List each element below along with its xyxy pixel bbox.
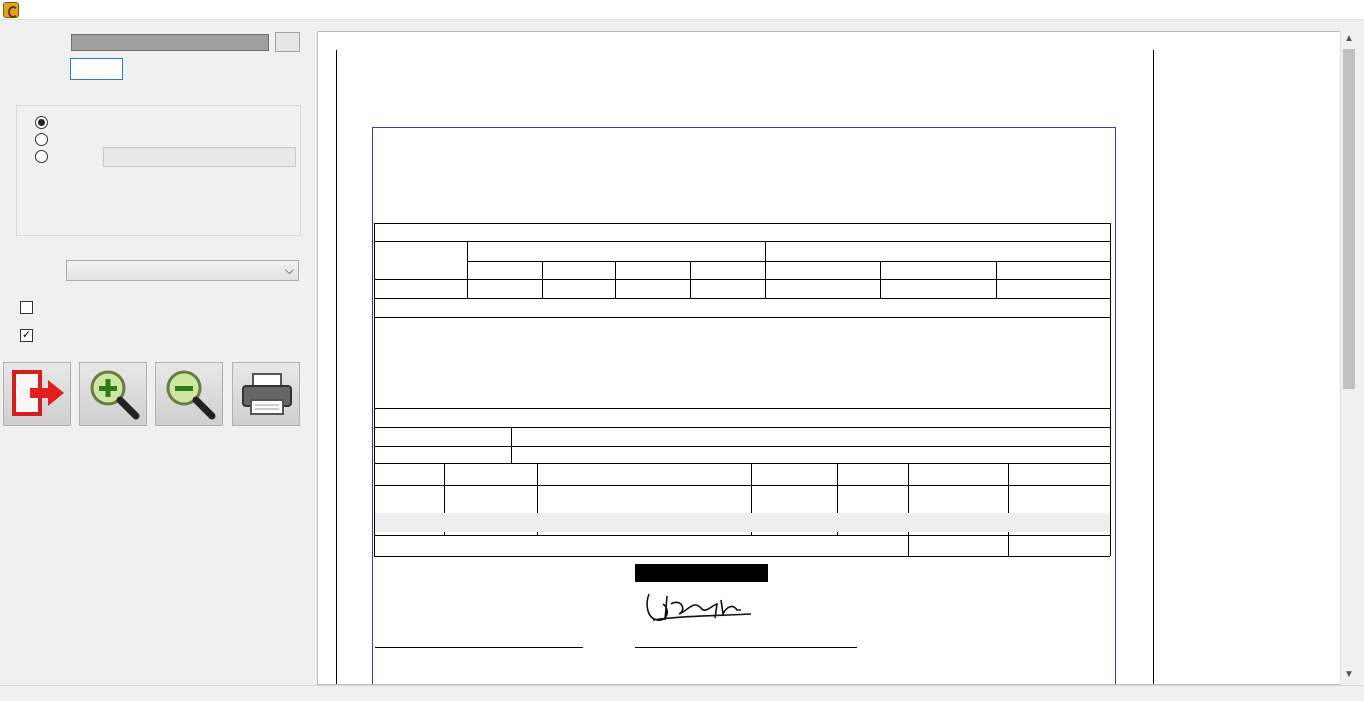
table-line [374, 463, 1110, 464]
close-button[interactable] [1344, 2, 1364, 18]
print-button[interactable] [232, 362, 300, 426]
table-line [511, 427, 512, 463]
table-line [374, 556, 1110, 557]
scrollbar-thumb[interactable] [1343, 49, 1355, 389]
table-line [374, 298, 1110, 299]
printer-icon [237, 366, 297, 422]
vertical-scrollbar[interactable] [1340, 31, 1356, 685]
table-line [374, 223, 375, 556]
table-line [542, 261, 543, 298]
printer-select-button[interactable] [275, 32, 300, 52]
print-range-select[interactable] [66, 260, 299, 281]
table-line [1110, 223, 1111, 556]
table-line [690, 261, 691, 298]
document-page [336, 50, 1154, 685]
table-line [996, 261, 997, 298]
chevron-down-icon: ⌵ [284, 263, 294, 277]
table-line [1008, 463, 1009, 556]
table-line [374, 317, 1110, 318]
signature-line [635, 647, 857, 648]
table-line [880, 261, 881, 298]
table-line [374, 241, 1110, 242]
horizontal-ruler [336, 32, 1176, 50]
radio-all-document[interactable] [35, 116, 48, 129]
zoom-out-icon [160, 366, 220, 422]
print-options-panel [0, 20, 312, 685]
table-line [374, 408, 1110, 409]
print-to-file-checkbox[interactable] [20, 301, 33, 314]
exit-button[interactable] [3, 362, 71, 426]
table-row-shade [375, 513, 1110, 532]
exit-icon [8, 366, 68, 422]
table-line [374, 485, 1110, 486]
table-line [908, 463, 909, 556]
pages-input[interactable] [103, 147, 296, 167]
table-line [765, 241, 766, 298]
print-preview[interactable] [317, 31, 1356, 685]
zoom-out-button[interactable] [155, 362, 223, 426]
table-line [374, 223, 1110, 224]
table-line [467, 261, 1110, 262]
printer-name [71, 34, 269, 51]
table-line [467, 241, 468, 298]
title-bar [0, 0, 1364, 20]
table-line [374, 446, 1110, 447]
page-range-group [16, 105, 301, 236]
table-line [374, 427, 1110, 428]
zoom-in-button[interactable] [79, 362, 147, 426]
restore-button[interactable] [1326, 2, 1346, 18]
collate-checkbox[interactable]: ✓ [21, 329, 32, 341]
radio-current-page[interactable] [35, 133, 48, 146]
app-icon [3, 2, 19, 18]
vertical-ruler-left [318, 50, 336, 685]
table-line [374, 279, 1110, 280]
copies-input[interactable] [70, 58, 123, 80]
signature-line [375, 647, 583, 648]
scroll-up-icon[interactable]: ▲ [1344, 33, 1354, 44]
zoom-in-icon [84, 366, 144, 422]
minimize-button[interactable] [1306, 2, 1326, 18]
table-line [615, 261, 616, 298]
radio-pages[interactable] [35, 150, 48, 163]
signature-image [641, 580, 761, 624]
table-line [374, 535, 1110, 536]
document-content [372, 127, 1116, 685]
vertical-ruler-right [1154, 50, 1172, 685]
status-bar [0, 685, 1364, 701]
scroll-down-icon[interactable]: ▼ [1344, 669, 1354, 680]
